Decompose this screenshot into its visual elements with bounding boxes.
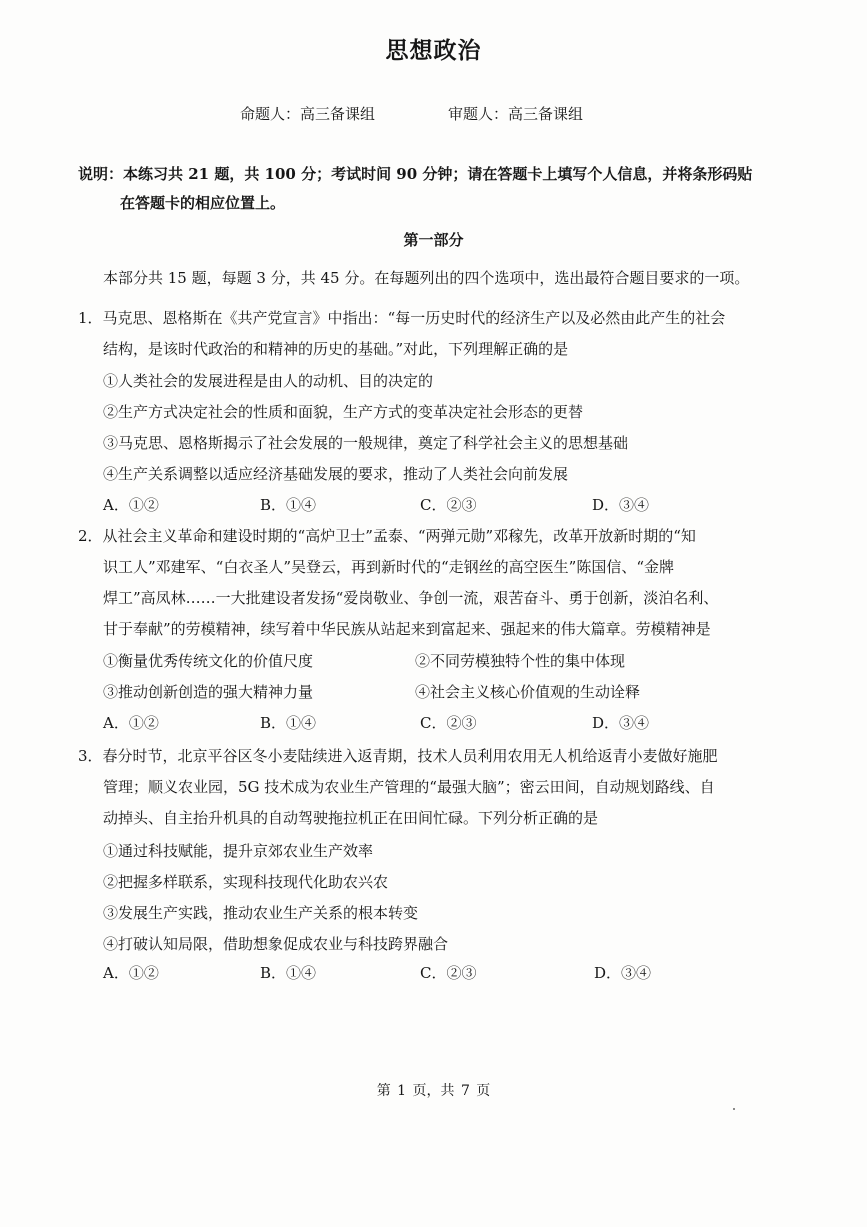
- instructions-line-1: 说明：本练习共 21 题，共 100 分；考试时间 90 分钟；请在答题卡上填写个人信息，并将条形码贴: [78, 165, 753, 183]
- question-stem-line: 识工人”邓建军、“白衣圣人”吴登云，再到新时代的“走钢丝的高空医生”陈国信、“金牌: [103, 558, 675, 576]
- question-stem-line: 结构，是该时代政治的和精神的历史的基础。”对此，下列理解正确的是: [103, 340, 569, 358]
- statement-option: ②生产方式决定社会的性质和面貌，生产方式的变革决定社会形态的更替: [103, 403, 584, 421]
- statement-option: ③发展生产实践，推动农业生产关系的根本转变: [103, 904, 419, 922]
- statement-option: ③推动创新创造的强大精神力量: [103, 683, 314, 701]
- question-setter: 命题人：高三备课组: [240, 105, 376, 123]
- statement-option: ④社会主义核心价值观的生动诠释: [415, 683, 641, 701]
- statement-option: ①人类社会的发展进程是由人的动机、目的决定的: [103, 372, 434, 390]
- statement-option: ④打破认知局限，借助想象促成农业与科技跨界融合: [103, 935, 449, 953]
- answer-choice-b: B．①④: [260, 964, 317, 982]
- answer-choice-c: C．②③: [420, 964, 477, 982]
- statement-option: ①衡量优秀传统文化的价值尺度: [103, 652, 314, 670]
- answer-choice-c: C．②③: [420, 496, 477, 514]
- answer-choice-d: D．③④: [592, 496, 650, 514]
- statement-option: ②把握多样联系，实现科技现代化助农兴农: [103, 873, 389, 891]
- answer-choice-b: B．①④: [260, 714, 317, 732]
- statement-option: ③马克思、恩格斯揭示了社会发展的一般规律，奠定了科学社会主义的思想基础: [103, 434, 629, 452]
- question-stem-line: 甘于奉献”的劳模精神，续写着中华民族从站起来到富起来、强起来的伟大篇章。劳模精神是: [103, 620, 711, 638]
- instructions-line-2: 在答题卡的相应位置上。: [120, 194, 286, 212]
- exam-instructions: [78, 160, 778, 218]
- answer-choice-b: B．①④: [260, 496, 317, 514]
- section-title: 第一部分: [403, 231, 464, 249]
- statement-option: ④生产关系调整以适应经济基础发展的要求，推动了人类社会向前发展: [103, 465, 569, 483]
- answer-choice-c: C．②③: [420, 714, 477, 732]
- answer-choice-d: D．③④: [594, 964, 652, 982]
- author-line: [240, 103, 660, 124]
- question-stem-line: 1．马克思、恩格斯在《共产党宣言》中指出：“每一历史时代的经济生产以及必然由此产生的社会: [78, 309, 726, 327]
- question-reviewer: 审题人：高三备课组: [448, 105, 584, 123]
- question-stem-line: 2．从社会主义革命和建设时期的“高炉卫士”孟泰、“两弹元勋”邓稼先，改革开放新时期的“知: [78, 527, 696, 545]
- question-stem-line: 管理；顺义农业园，5G 技术成为农业生产管理的“最强大脑”；密云田间，自动规划路线、自: [103, 778, 715, 796]
- scan-speck: [733, 1108, 735, 1110]
- answer-choice-a: A．①②: [103, 714, 159, 732]
- statement-option: ②不同劳模独特个性的集中体现: [415, 652, 626, 670]
- question-stem-line: 焊工”高凤林……一大批建设者发扬“爱岗敬业、争创一流，艰苦奋斗、勇于创新，淡泊名利、: [103, 589, 719, 607]
- answer-choice-d: D．③④: [592, 714, 650, 732]
- page-title: 思想政治: [385, 38, 482, 64]
- answer-choice-a: A．①②: [103, 496, 159, 514]
- question-stem-line: 动掉头、自主抬升机具的自动驾驶拖拉机正在田间忙碌。下列分析正确的是: [103, 809, 599, 827]
- answer-choice-a: A．①②: [103, 964, 159, 982]
- statement-option: ①通过科技赋能，提升京郊农业生产效率: [103, 842, 374, 860]
- page-number: 第 1 页，共 7 页: [376, 1083, 491, 1099]
- question-stem-line: 3．春分时节，北京平谷区冬小麦陆续进入返青期，技术人员利用农用无人机给返青小麦做好施肥: [78, 747, 718, 765]
- section-instruction: 本部分共 15 题，每题 3 分，共 45 分。在每题列出的四个选项中，选出最符合题目要求的一项。: [103, 269, 750, 287]
